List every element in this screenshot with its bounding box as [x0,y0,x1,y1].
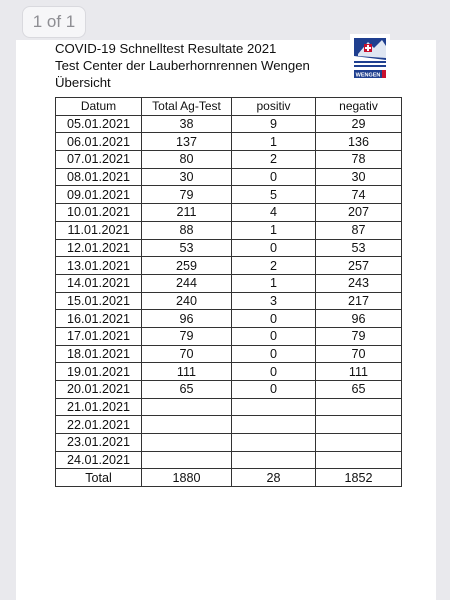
table-row [56,239,402,257]
cell-datum: 06.01.2021 [56,133,142,151]
cell-negativ: 257 [316,257,402,275]
total-ag-test: 1880 [142,469,232,487]
cell-positiv: 0 [232,310,316,328]
cell-datum: 11.01.2021 [56,221,142,239]
cell-datum: 17.01.2021 [56,327,142,345]
cell-datum: 12.01.2021 [56,239,142,257]
cell-total-ag-test: 88 [142,221,232,239]
cell-datum: 10.01.2021 [56,204,142,222]
cell-total-ag-test [142,434,232,452]
cell-total-ag-test: 111 [142,363,232,381]
cell-negativ: 217 [316,292,402,310]
cell-total-ag-test: 65 [142,381,232,399]
results-table [55,97,402,487]
cell-total-ag-test [142,451,232,469]
table-row [56,221,402,239]
cell-positiv: 2 [232,257,316,275]
cell-datum: 19.01.2021 [56,363,142,381]
cell-negativ: 29 [316,115,402,133]
cell-total-ag-test: 211 [142,204,232,222]
table-row [56,168,402,186]
header-datum: Datum [56,98,142,116]
table-row [56,133,402,151]
cell-negativ: 30 [316,168,402,186]
cell-negativ: 136 [316,133,402,151]
cell-positiv: 0 [232,239,316,257]
cell-negativ: 79 [316,327,402,345]
document-title: COVID-19 Schnelltest Resultate 2021 [55,41,277,56]
table-row [56,398,402,416]
cell-total-ag-test: 137 [142,133,232,151]
table-row [56,186,402,204]
cell-datum: 14.01.2021 [56,274,142,292]
table-row [56,327,402,345]
table-row [56,292,402,310]
cell-positiv: 2 [232,151,316,169]
total-label: Total [56,469,142,487]
table-row [56,151,402,169]
cell-datum: 23.01.2021 [56,434,142,452]
document-header [55,40,310,91]
cell-datum: 07.01.2021 [56,151,142,169]
header-positiv: positiv [232,98,316,116]
cell-negativ [316,416,402,434]
cell-datum: 08.01.2021 [56,168,142,186]
cell-total-ag-test: 244 [142,274,232,292]
cell-datum: 20.01.2021 [56,381,142,399]
table-header-row [56,98,402,116]
cell-negativ [316,451,402,469]
cell-datum: 24.01.2021 [56,451,142,469]
cell-datum: 16.01.2021 [56,310,142,328]
cell-datum: 15.01.2021 [56,292,142,310]
cell-positiv: 1 [232,221,316,239]
cell-negativ: 207 [316,204,402,222]
cell-total-ag-test: 38 [142,115,232,133]
table-body [56,115,402,469]
cell-total-ag-test: 96 [142,310,232,328]
cell-positiv: 0 [232,345,316,363]
cell-total-ag-test: 70 [142,345,232,363]
cell-datum: 13.01.2021 [56,257,142,275]
cell-positiv: 0 [232,363,316,381]
table-row [56,115,402,133]
table-row [56,204,402,222]
table-row [56,345,402,363]
cell-negativ: 53 [316,239,402,257]
cell-negativ: 74 [316,186,402,204]
cell-datum: 09.01.2021 [56,186,142,204]
cell-negativ: 65 [316,381,402,399]
header-negativ: negativ [316,98,402,116]
cell-positiv: 0 [232,381,316,399]
total-positiv: 28 [232,469,316,487]
table-row [56,434,402,452]
cell-total-ag-test [142,398,232,416]
table-row [56,416,402,434]
cell-negativ [316,434,402,452]
logo-text: WENGEN [355,72,381,79]
cell-total-ag-test: 79 [142,186,232,204]
cell-positiv: 0 [232,327,316,345]
table-row [56,310,402,328]
cell-total-ag-test: 259 [142,257,232,275]
cell-positiv [232,416,316,434]
document-page [16,40,436,600]
table-total-row [56,469,402,487]
cell-negativ: 70 [316,345,402,363]
cell-positiv [232,434,316,452]
cell-positiv [232,451,316,469]
cell-positiv: 1 [232,133,316,151]
lauberhorn-wengen-logo-icon [350,34,390,80]
document-section-label: Übersicht [55,75,111,90]
cell-negativ: 87 [316,221,402,239]
document-subtitle: Test Center der Lauberhornrennen Wengen [55,58,310,73]
cell-total-ag-test: 240 [142,292,232,310]
cell-total-ag-test: 30 [142,168,232,186]
table-row [56,381,402,399]
header-total-ag-test: Total Ag-Test [142,98,232,116]
cell-positiv: 3 [232,292,316,310]
cell-positiv: 0 [232,168,316,186]
cell-total-ag-test: 80 [142,151,232,169]
cell-positiv: 5 [232,186,316,204]
cell-total-ag-test: 53 [142,239,232,257]
cell-total-ag-test: 79 [142,327,232,345]
table-row [56,274,402,292]
cell-positiv: 4 [232,204,316,222]
cell-negativ [316,398,402,416]
cell-datum: 21.01.2021 [56,398,142,416]
table-row [56,451,402,469]
cell-datum: 18.01.2021 [56,345,142,363]
cell-total-ag-test [142,416,232,434]
cell-negativ: 96 [316,310,402,328]
cell-positiv: 9 [232,115,316,133]
cell-positiv [232,398,316,416]
cell-negativ: 78 [316,151,402,169]
page-indicator: 1 of 1 [22,6,86,38]
cell-positiv: 1 [232,274,316,292]
cell-datum: 05.01.2021 [56,115,142,133]
total-negativ: 1852 [316,469,402,487]
table-row [56,257,402,275]
cell-negativ: 243 [316,274,402,292]
cell-negativ: 111 [316,363,402,381]
cell-datum: 22.01.2021 [56,416,142,434]
table-row [56,363,402,381]
